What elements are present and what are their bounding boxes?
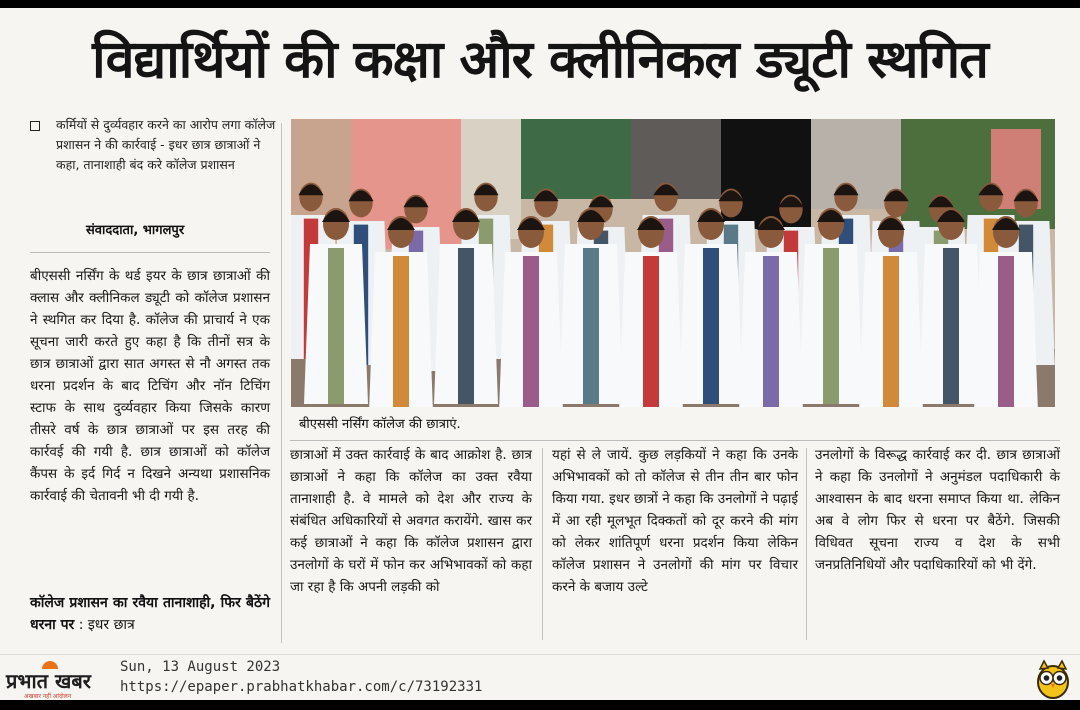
square-bullet-icon — [30, 121, 40, 131]
headline: विद्यार्थियों की कक्षा और क्लीनिकल ड्यूटी स्थगित — [92, 30, 988, 90]
summary-text: कर्मियों से दुर्व्यवहार करने का आरोप लगा कॉलेज प्रशासन ने की कार्रवाई - इधर छात्र छात्राओं ने कहा, तानाशाही बंद करे कॉलेज प्रशासन — [56, 117, 276, 172]
column-divider — [806, 448, 807, 640]
column-divider — [542, 448, 543, 640]
publication-date: Sun, 13 August 2023 — [120, 659, 281, 675]
photo-caption-bar — [291, 407, 1055, 439]
logo-text: प्रभात खबर — [6, 669, 91, 693]
epaper-url[interactable]: https://epaper.prabhatkhabar.com/c/73192331 — [120, 679, 483, 695]
article-column-3: यहां से ले जायें. कुछ लड़कियों ने कहा कि उनके अभिभावकों को तो कॉलेज से तीन तीन बार फोन किया गया. इधर छात्रों ने कहा कि उनलोगों ने पढ़ाई में आ रही मूलभूत दिक्कतों को दूर करने की मांग को लेकर शांतिपूर्ण धरना प्रदर्शन किया लेकिन कॉलेज प्रशासन ने उनलोगों की मांग पर विचार करने के बजाय उल्टे — [552, 447, 798, 595]
article-column-2: छात्राओं में उक्त कार्रवाई के बाद आक्रोश है. छात्र छात्राओं ने कहा कि कॉलेज का उक्त रवैया तानाशाही है. वे मामले को देश और राज्य के संबंधित अधिकारियों से अवगत करायेंगे. खास कर कई छात्राओं ने कहा कि कॉलेज प्रशासन द्वारा उनलोगों के घरों में फोन कर अभिभावकों को कहा जा रहा है कि अपनी लड़की को — [290, 447, 532, 595]
subhead-rest: : इधर छात्र — [74, 617, 135, 633]
subhead-paragraph — [30, 592, 270, 636]
newspaper-clipping — [0, 8, 1080, 700]
divider — [290, 440, 1060, 441]
publication-meta — [120, 657, 482, 697]
byline: संवाददाता, भागलपुर — [86, 223, 185, 238]
summary-box — [30, 115, 278, 175]
logo-tagline: अखबार नहीं आंदोलन — [24, 693, 72, 700]
epaper-footer — [0, 654, 1080, 700]
photo-caption: बीएससी नर्सिंग कॉलेज की छात्राएं. — [299, 417, 461, 432]
article-column-4: उनलोगों के विरूद्ध कार्रवाई कर दी. छात्र छात्राओं ने कहा कि उनलोगों ने अनुमंडल पदाधिकारी के आश्वासन के बाद धरना समाप्त किया था. लेकिन अब वे लोग फिर से धरना पर बैठेंगे. जिसकी विधिवत सूचना राज्य व देश के सभी जनप्रतिनिधियों और पदाधिकारियों को भी देंगे. — [815, 447, 1060, 573]
column-divider — [281, 123, 282, 643]
owl-icon — [1034, 659, 1072, 699]
divider — [30, 252, 270, 253]
prabhat-khabar-logo — [6, 663, 116, 700]
subhead-bold: कॉलेज प्रशासन का रवैया तानाशाही, फिर बैठेंगे धरना पर — [30, 595, 270, 633]
article-column-1: बीएससी नर्सिंग के थर्ड इयर के छात्र छात्राओं की क्लास और क्लीनिकल ड्यूटी को कॉलेज प्रशासन ने स्थगित कर दिया है. कॉलेज की प्राचार्य ने एक सूचना जारी करते हुए कहा है कि तीनों सत्र के छात्र छात्राओं द्वारा सात अगस्त से नौ अगस्त तक धरना प्रदर्शन के बाद टिचिंग और नॉन टिचिंग स्टाफ के साथ दुर्व्यवहार किया जिसके कारण तीसरे वर्ष के छात्र छात्राओं पर इस तरह की कार्रवई की गयी है. छात्र छात्राओं को कॉलेज कैंपस के इर्द गिर्द न दिखने अन्यथा प्रशासनिक कार्रवाई की चेतावनी भी दी गयी है. — [30, 268, 270, 504]
group-photo — [291, 119, 1055, 407]
